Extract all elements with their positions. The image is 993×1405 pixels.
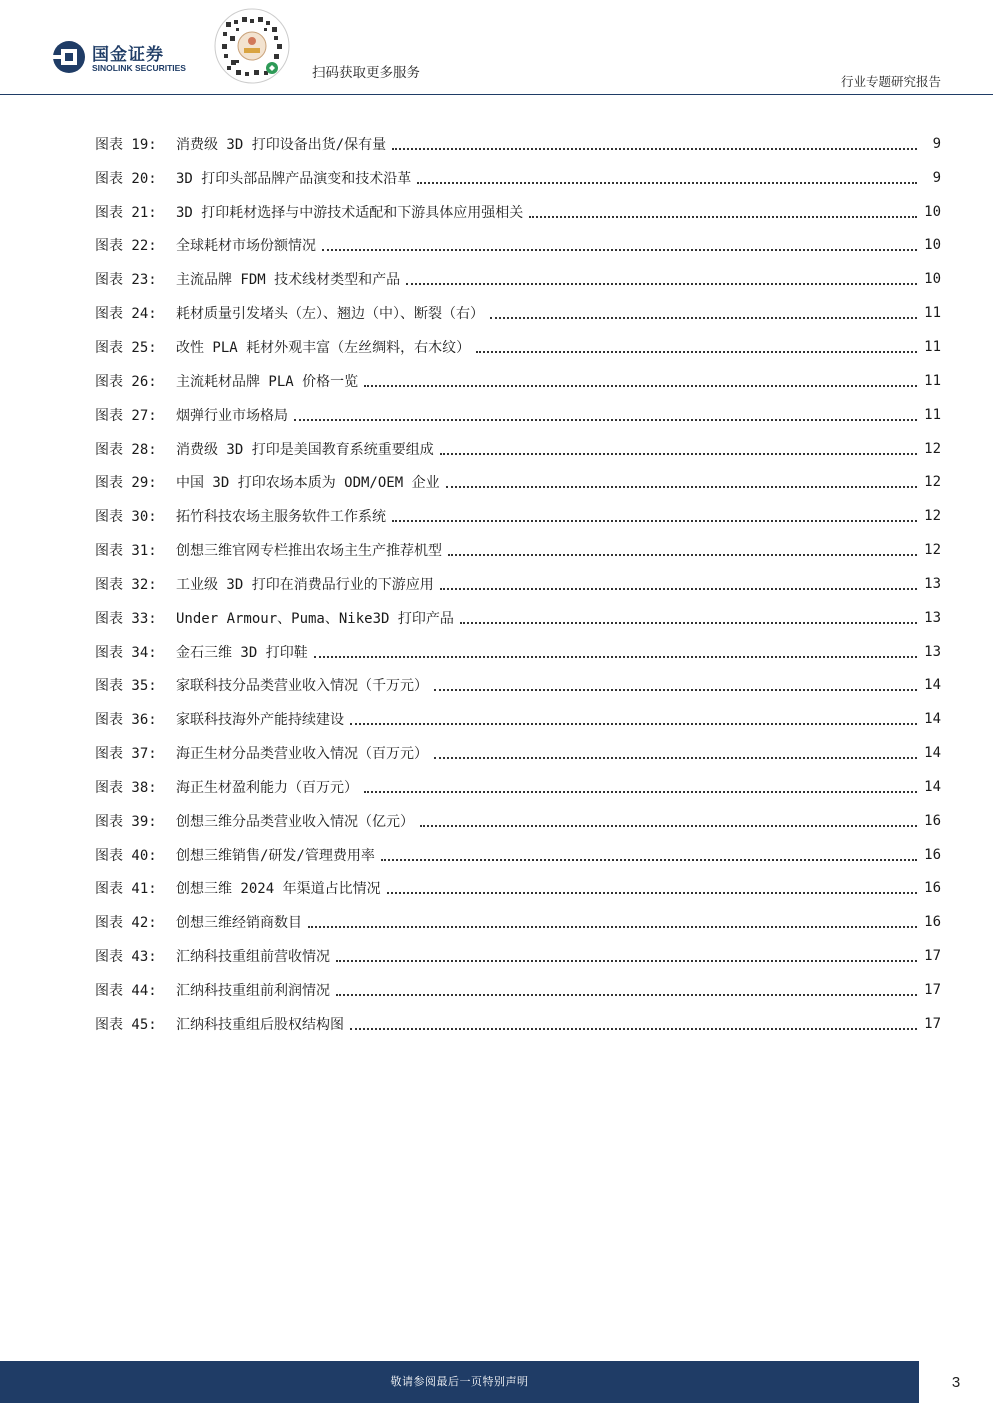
page-number: 10: [924, 203, 941, 220]
dot-leader: [308, 926, 917, 928]
toc-entry[interactable]: [95, 736, 941, 770]
figure-number: 图表 19:: [95, 136, 157, 153]
dot-leader: [322, 249, 917, 251]
dot-leader: [440, 453, 917, 455]
toc-entry[interactable]: [95, 601, 941, 635]
toc-entry[interactable]: [95, 127, 941, 161]
page-number: 11: [924, 305, 941, 322]
figure-number: 图表 31:: [95, 543, 157, 560]
dot-leader: [446, 486, 917, 488]
figure-title: 家联科技海外产能持续建设: [176, 712, 344, 729]
page-number: 11: [924, 372, 941, 389]
figure-number: 图表 32:: [95, 576, 157, 593]
figure-number: 图表 43:: [95, 949, 157, 966]
dot-leader: [476, 351, 917, 353]
figure-number: 图表 22:: [95, 238, 157, 255]
page-number: 10: [924, 271, 941, 288]
figure-title: 创想三维经销商数目: [176, 915, 302, 932]
toc-entry[interactable]: [95, 330, 941, 364]
figure-number: 图表 28:: [95, 441, 157, 458]
page-number: 13: [924, 609, 941, 626]
page-number: 13: [924, 575, 941, 592]
dot-leader: [448, 554, 917, 556]
toc-entry[interactable]: [95, 432, 941, 466]
figure-title: 海正生材分品类营业收入情况（百万元）: [176, 746, 428, 763]
page-header: [0, 0, 993, 95]
figure-title: 3D 打印耗材选择与中游技术适配和下游具体应用强相关: [176, 204, 524, 221]
figure-title: 耗材质量引发堵头（左）、翘边（中）、断裂（右）: [176, 306, 484, 323]
figure-number: 图表 24:: [95, 306, 157, 323]
figure-title: 金石三维 3D 打印鞋: [176, 644, 308, 661]
figure-number: 图表 39:: [95, 813, 157, 830]
toc-entry[interactable]: [95, 669, 941, 703]
page-number: 11: [924, 338, 941, 355]
toc-entry[interactable]: [95, 364, 941, 398]
dot-leader: [336, 994, 917, 996]
dot-leader: [364, 385, 917, 387]
toc-entry[interactable]: [95, 973, 941, 1007]
figure-title: 中国 3D 打印农场本质为 ODM/OEM 企业: [176, 475, 440, 492]
toc-entry[interactable]: [95, 905, 941, 939]
dot-leader: [350, 723, 917, 725]
dot-leader: [417, 182, 917, 184]
figure-title: 家联科技分品类营业收入情况（千万元）: [176, 678, 428, 695]
dot-leader: [460, 622, 917, 624]
figure-number: 图表 40:: [95, 847, 157, 864]
figure-title: 创想三维 2024 年渠道占比情况: [176, 881, 381, 898]
figure-number: 图表 29:: [95, 475, 157, 492]
page-number: 17: [924, 982, 941, 999]
footer-bar: [0, 1361, 919, 1403]
figure-number: 图表 45:: [95, 1016, 157, 1033]
page-number: 9: [932, 135, 941, 152]
page-number: 10: [924, 237, 941, 254]
figure-title: 创想三维分品类营业收入情况（亿元）: [176, 813, 414, 830]
toc-entry[interactable]: [95, 262, 941, 296]
toc-entry[interactable]: [95, 635, 941, 669]
toc-entry[interactable]: [95, 1007, 941, 1041]
page-number: 14: [924, 745, 941, 762]
figure-title: 烟弹行业市场格局: [176, 407, 288, 424]
figure-number: 图表 26:: [95, 373, 157, 390]
sinolink-logo-icon: [52, 40, 86, 74]
dot-leader: [381, 859, 917, 861]
page-number: 9: [932, 169, 941, 186]
figure-title: 主流耗材品牌 PLA 价格一览: [176, 373, 359, 390]
page-number: 14: [924, 677, 941, 694]
figure-number: 图表 35:: [95, 678, 157, 695]
figure-title: 改性 PLA 耗材外观丰富（左丝绸料，右木纹）: [176, 339, 471, 356]
figure-title: 3D 打印头部品牌产品演变和技术沿革: [176, 170, 412, 187]
toc-entry[interactable]: [95, 195, 941, 229]
figure-number: 图表 27:: [95, 407, 157, 424]
toc-entry[interactable]: [95, 872, 941, 906]
page-number: 11: [924, 406, 941, 423]
page-number: 14: [924, 711, 941, 728]
toc-entry[interactable]: [95, 398, 941, 432]
logo-english-name: SINOLINK SECURITIES: [92, 63, 186, 73]
toc-entry[interactable]: [95, 702, 941, 736]
page-number: 14: [924, 778, 941, 795]
toc-entry[interactable]: [95, 229, 941, 263]
toc-entry[interactable]: [95, 804, 941, 838]
figure-number: 图表 42:: [95, 915, 157, 932]
footer-page-number: 3: [951, 1374, 961, 1391]
figure-number: 图表 41:: [95, 881, 157, 898]
figure-number: 图表 25:: [95, 339, 157, 356]
figure-number: 图表 20:: [95, 170, 157, 187]
figure-number: 图表 36:: [95, 712, 157, 729]
dot-leader: [392, 520, 917, 522]
figure-number: 图表 30:: [95, 509, 157, 526]
toc-entry[interactable]: [95, 939, 941, 973]
dot-leader: [440, 588, 917, 590]
page-number: 16: [924, 880, 941, 897]
qr-caption: 扫码获取更多服务: [312, 65, 420, 81]
footer-disclaimer: 敬请参阅最后一页特别声明: [390, 1375, 529, 1388]
toc-entry[interactable]: [95, 567, 941, 601]
page-number: 12: [924, 440, 941, 457]
dot-leader: [490, 317, 917, 319]
figure-number: 图表 21:: [95, 204, 157, 221]
toc-entry[interactable]: [95, 770, 941, 804]
page-number: 12: [924, 542, 941, 559]
page-number: 17: [924, 948, 941, 965]
dot-leader: [392, 148, 917, 150]
figure-title: 消费级 3D 打印设备出货/保有量: [176, 136, 387, 153]
figure-title: 消费级 3D 打印是美国教育系统重要组成: [176, 441, 434, 458]
page-number: 13: [924, 643, 941, 660]
dot-leader: [434, 689, 917, 691]
dot-leader: [364, 791, 917, 793]
figure-number: 图表 34:: [95, 644, 157, 661]
dot-leader: [406, 283, 917, 285]
dot-leader: [529, 216, 917, 218]
figure-number: 图表 33:: [95, 610, 157, 627]
dot-leader: [294, 419, 917, 421]
toc-entry[interactable]: [95, 838, 941, 872]
figure-title: 创想三维官网专栏推出农场主生产推荐机型: [176, 543, 442, 560]
figure-list: [95, 127, 941, 1041]
qr-code-icon[interactable]: [214, 8, 290, 84]
figure-number: 图表 44:: [95, 983, 157, 1000]
figure-title: Under Armour、Puma、Nike3D 打印产品: [176, 610, 454, 627]
figure-title: 创想三维销售/研发/管理费用率: [176, 847, 375, 864]
dot-leader: [387, 892, 917, 894]
toc-entry[interactable]: [95, 499, 941, 533]
figure-title: 工业级 3D 打印在消费品行业的下游应用: [176, 576, 434, 593]
figure-title: 海正生材盈利能力（百万元）: [176, 779, 358, 796]
page-number: 16: [924, 812, 941, 829]
dot-leader: [336, 960, 917, 962]
logo-chinese-name: 国金证券: [92, 45, 164, 65]
page-number: 12: [924, 474, 941, 491]
toc-entry[interactable]: [95, 161, 941, 195]
figure-number: 图表 37:: [95, 746, 157, 763]
figure-title: 汇纳科技重组前利润情况: [176, 983, 330, 1000]
page-number: 12: [924, 508, 941, 525]
figure-title: 汇纳科技重组前营收情况: [176, 949, 330, 966]
figure-title: 拓竹科技农场主服务软件工作系统: [176, 509, 386, 526]
toc-entry[interactable]: [95, 465, 941, 499]
dot-leader: [314, 656, 917, 658]
dot-leader: [350, 1028, 917, 1030]
dot-leader: [434, 757, 917, 759]
page-number: 16: [924, 914, 941, 931]
page-number: 16: [924, 846, 941, 863]
dot-leader: [420, 825, 917, 827]
report-type-label: 行业专题研究报告: [840, 74, 941, 89]
toc-entry[interactable]: [95, 296, 941, 330]
page-number: 17: [924, 1015, 941, 1032]
figure-title: 主流品牌 FDM 技术线材类型和产品: [176, 272, 401, 289]
figure-number: 图表 23:: [95, 272, 157, 289]
figure-number: 图表 38:: [95, 779, 157, 796]
toc-entry[interactable]: [95, 533, 941, 567]
figure-title: 汇纳科技重组后股权结构图: [176, 1016, 344, 1033]
figure-title: 全球耗材市场份额情况: [176, 238, 316, 255]
